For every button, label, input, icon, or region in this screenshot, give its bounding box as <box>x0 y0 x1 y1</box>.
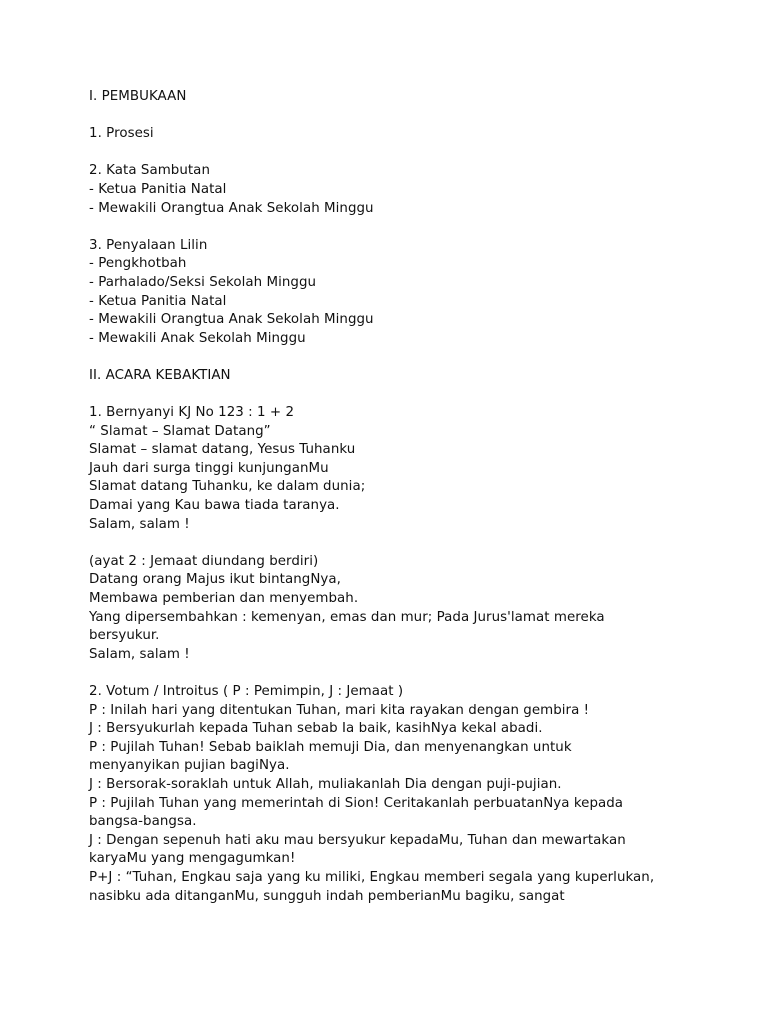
hymn-line: bersyukur. <box>89 628 160 644</box>
item-line: - Ketua Panitia Natal <box>89 181 227 197</box>
liturgy-line: P : Pujilah Tuhan yang memerintah di Sion! Ceritakanlah perbuatanNya kepada <box>89 795 624 811</box>
liturgy-line: J : Bersyukurlah kepada Tuhan sebab Ia baik, kasihNya kekal abadi. <box>89 721 543 737</box>
item-title: 1. Prosesi <box>89 126 154 142</box>
hymn-line: Damai yang Kau bawa tiada taranya. <box>89 498 340 514</box>
hymn-line: Salam, salam ! <box>89 516 190 532</box>
liturgy-line: J : Bersorak-soraklah untuk Allah, muliakanlah Dia dengan puji-pujian. <box>89 776 562 792</box>
section-heading: I. PEMBUKAAN <box>89 89 187 104</box>
liturgy-line: P : Inilah hari yang ditentukan Tuhan, mari kita rayakan dengan gembira ! <box>89 702 590 718</box>
liturgy-line: bangsa-bangsa. <box>89 814 197 830</box>
liturgy-line: P+J : “Tuhan, Engkau saja yang ku miliki, Engkau memberi segala yang kuperlukan, <box>89 869 655 885</box>
item-title: 3. Penyalaan Lilin <box>89 237 208 253</box>
blank-line <box>89 348 709 367</box>
blank-line <box>89 664 709 683</box>
blank-line <box>89 107 709 126</box>
item-line: - Ketua Panitia Natal <box>89 293 227 309</box>
section-heading: II. ACARA KEBAKTIAN <box>89 367 231 383</box>
blank-line <box>89 534 709 553</box>
hymn-title: “ Slamat – Slamat Datang” <box>89 423 271 439</box>
hymn-line: Membawa pemberian dan menyembah. <box>89 591 359 607</box>
item-line: - Mewakili Orangtua Anak Sekolah Minggu <box>89 200 374 216</box>
item-line: - Parhalado/Seksi Sekolah Minggu <box>89 274 317 290</box>
blank-line <box>89 218 709 237</box>
blank-line <box>89 144 709 163</box>
liturgy-line: nasibku ada ditanganMu, sungguh indah pemberianMu bagiku, sangat <box>89 888 565 904</box>
blank-line <box>89 386 709 405</box>
item-line: - Mewakili Anak Sekolah Minggu <box>89 330 306 346</box>
verse-note: (ayat 2 : Jemaat diundang berdiri) <box>89 553 319 569</box>
hymn-line: Slamat datang Tuhanku, ke dalam dunia; <box>89 479 366 495</box>
hymn-line: Yang dipersembahkan : kemenyan, emas dan mur; Pada Jurus'lamat mereka <box>89 609 605 625</box>
item-title: 1. Bernyanyi KJ No 123 : 1 + 2 <box>89 405 295 421</box>
liturgy-line: P : Pujilah Tuhan! Sebab baiklah memuji Dia, dan menyenangkan untuk <box>89 739 572 755</box>
document-page <box>89 88 709 906</box>
hymn-line: Jauh dari surga tinggi kunjunganMu <box>89 460 329 476</box>
hymn-line: Datang orang Majus ikut bintangNya, <box>89 572 341 588</box>
item-line: - Mewakili Orangtua Anak Sekolah Minggu <box>89 312 374 328</box>
item-title: 2. Votum / Introitus ( P : Pemimpin, J : Jemaat ) <box>89 684 404 699</box>
item-line: - Pengkhotbah <box>89 256 187 272</box>
hymn-line: Slamat – slamat datang, Yesus Tuhanku <box>89 442 356 458</box>
hymn-line: Salam, salam ! <box>89 646 190 662</box>
liturgy-line: menyanyikan pujian bagiNya. <box>89 758 290 774</box>
liturgy-line: J : Dengan sepenuh hati aku mau bersyukur kepadaMu, Tuhan dan mewartakan <box>89 832 626 848</box>
item-title: 2. Kata Sambutan <box>89 163 210 179</box>
liturgy-line: karyaMu yang mengagumkan! <box>89 851 296 867</box>
